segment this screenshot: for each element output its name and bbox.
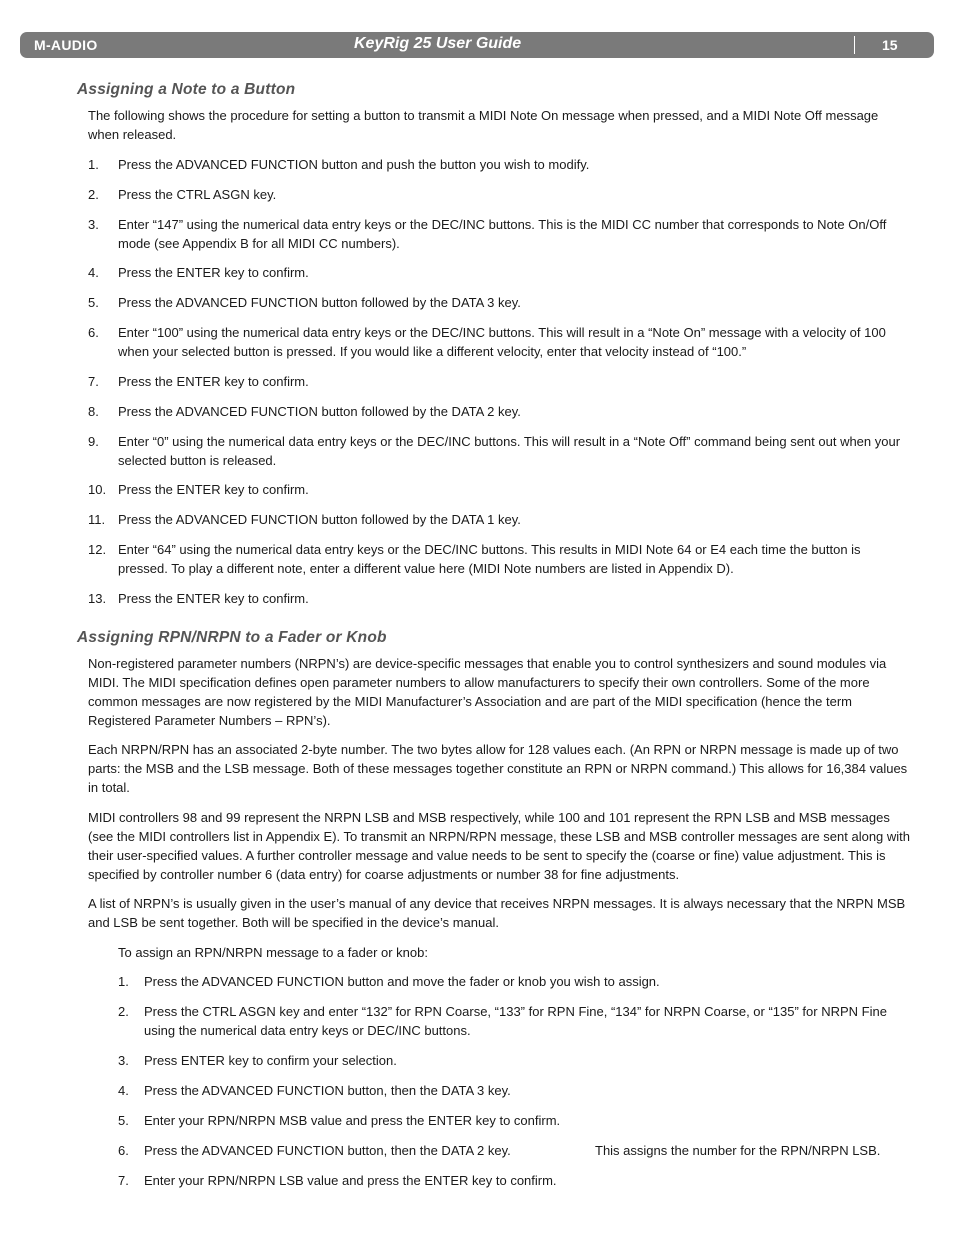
page-number: 15 bbox=[882, 37, 898, 53]
step-text: Press the ADVANCED FUNCTION button followed by the DATA 1 key. bbox=[118, 512, 521, 527]
step-number: 2. bbox=[118, 1004, 129, 1019]
section2-paragraph: Non-registered parameter numbers (NRPN’s) are device-specific messages that enable you to control synthesizers and sound modules via MIDI. The MIDI specification defines open parameter numbers to allow manufacturers to specify their own controllers. Some of the more common messages are now registered by the MIDI Manufacturer’s Association and are part of the MIDI specification (hence the term Registered Parameter Numbers – RPN’s). bbox=[88, 656, 887, 728]
brand-logo: M-AUDIO bbox=[34, 37, 98, 53]
step-number: 12. bbox=[88, 542, 107, 557]
step-number: 7. bbox=[88, 374, 99, 389]
step-text: Press the ENTER key to confirm. bbox=[118, 482, 309, 497]
list-item bbox=[88, 432, 912, 470]
step-text: Press the ENTER key to confirm. bbox=[118, 374, 309, 389]
list-item bbox=[88, 402, 912, 421]
step-number: 7. bbox=[118, 1173, 129, 1188]
step-text: Press the ADVANCED FUNCTION button and push the button you wish to modify. bbox=[118, 157, 590, 172]
step-number: 11. bbox=[88, 512, 106, 527]
step-text: Press the ADVANCED FUNCTION button followed by the DATA 3 key. bbox=[118, 295, 521, 310]
step-number: 6. bbox=[88, 325, 99, 340]
step-number: 4. bbox=[118, 1083, 129, 1098]
list-item bbox=[88, 480, 912, 499]
step-text: Enter your RPN/NRPN LSB value and press the ENTER key to confirm. bbox=[144, 1173, 557, 1188]
step-number: 5. bbox=[88, 295, 99, 310]
step-number: 6. bbox=[118, 1143, 129, 1158]
step-text: Press the ADVANCED FUNCTION button, then the DATA 2 key. bbox=[144, 1143, 511, 1158]
step-text: Press the ADVANCED FUNCTION button, then the DATA 3 key. bbox=[144, 1083, 511, 1098]
guide-title: KeyRig 25 User Guide bbox=[354, 35, 522, 52]
list-item bbox=[118, 1081, 912, 1100]
section2-paragraph: A list of NRPN’s is usually given in the user’s manual of any device that receives NRPN messages. It is always necessary that the NRPN MSB and LSB be sent together. Both will be specified in the device’s manual. bbox=[88, 896, 906, 930]
step-text: Press the ADVANCED FUNCTION button and move the fader or knob you wish to assign. bbox=[144, 974, 660, 989]
step-text: Enter your RPN/NRPN MSB value and press the ENTER key to confirm. bbox=[144, 1113, 561, 1128]
step-number: 8. bbox=[88, 404, 99, 419]
step-text: Press the ADVANCED FUNCTION button followed by the DATA 2 key. bbox=[118, 404, 521, 419]
step-number: 13. bbox=[88, 591, 107, 606]
step-text: Press ENTER key to confirm your selection. bbox=[144, 1053, 397, 1068]
list-item bbox=[88, 589, 912, 608]
step-text: Enter “100” using the numerical data entry keys or the DEC/INC buttons. This will result in a “Note On” message with a velocity of 100 when your selected button is pressed. If you would like a different velocity, enter that velocity instead of “100.” bbox=[118, 325, 886, 359]
step-text: Enter “64” using the numerical data entry keys or the DEC/INC buttons. This results in MIDI Note 64 or E4 each time the button is pressed. To play a different note, enter a different value here (MIDI Note numbers are listed in Appendix D). bbox=[118, 542, 861, 576]
step-number: 1. bbox=[118, 974, 129, 989]
step-number: 1. bbox=[88, 157, 99, 172]
list-item bbox=[118, 1002, 912, 1040]
section-heading-rpn-nrpn: Assigning RPN/NRPN to a Fader or Knob bbox=[77, 629, 387, 646]
step-text: Press the ENTER key to confirm. bbox=[118, 591, 309, 606]
list-item bbox=[88, 510, 912, 529]
list-item bbox=[88, 215, 912, 253]
list-item bbox=[88, 372, 912, 391]
list-item bbox=[118, 1051, 912, 1070]
list-item bbox=[118, 972, 912, 991]
step-number: 9. bbox=[88, 434, 99, 449]
section2-paragraph: Each NRPN/RPN has an associated 2-byte number. The two bytes allow for 128 values each. (An RPN or NRPN message is made up of two parts: the MSB and the LSB message. Both of these messages together constitute an RPN or NRPN command.) This allows for 16,384 values in total. bbox=[88, 742, 908, 795]
step-number: 2. bbox=[88, 187, 99, 202]
step-text: Enter “147” using the numerical data entry keys or the DEC/INC buttons. This is the MIDI CC number that corresponds to Note On/Off mode (see Appendix B for all MIDI CC numbers). bbox=[118, 217, 887, 251]
list-item bbox=[88, 540, 912, 578]
step-text: Enter “0” using the numerical data entry keys or the DEC/INC buttons. This will result in a “Note Off” command being sent out when your selected button is released. bbox=[118, 434, 901, 468]
list-item bbox=[88, 185, 912, 204]
section2-paragraph: MIDI controllers 98 and 99 represent the NRPN LSB and MSB respectively, while 100 and 101 represent the RPN LSB and MSB messages (see the MIDI controllers list in Appendix E). To transmit an NRPN/RPN message, these LSB and MSB controller messages are sent along with their user-specified values. A further controller message and value needs to be sent to specify the (coarse or fine) value adjustment. This is specified by controller number 6 (data entry) for coarse adjustments or number 38 for fine adjustments. bbox=[88, 810, 911, 882]
list-item bbox=[88, 263, 912, 282]
step-text: Press the CTRL ASGN key. bbox=[118, 187, 277, 202]
list-item bbox=[88, 293, 912, 312]
step-number: 10. bbox=[88, 482, 107, 497]
step-text: Press the CTRL ASGN key and enter “132” for RPN Coarse, “133” for RPN Fine, “134” for NRPN Coarse, or “135” for NRPN Fine using the numerical data entry keys or DEC/INC buttons. bbox=[144, 1004, 887, 1038]
step-number: 3. bbox=[88, 217, 99, 232]
step-number: 5. bbox=[118, 1113, 129, 1128]
list-item bbox=[118, 1111, 912, 1130]
step-number: 3. bbox=[118, 1053, 129, 1068]
section-heading-note-button: Assigning a Note to a Button bbox=[77, 81, 296, 98]
section2-lead: To assign an RPN/NRPN message to a fader or knob: bbox=[118, 945, 428, 960]
header-divider bbox=[854, 36, 855, 54]
list-item bbox=[88, 323, 912, 361]
list-item bbox=[118, 1171, 912, 1190]
step-note: This assigns the number for the RPN/NRPN LSB. bbox=[595, 1143, 881, 1158]
section1-intro: The following shows the procedure for setting a button to transmit a MIDI Note On message when pressed, and a MIDI Note Off message when released. bbox=[88, 108, 879, 142]
header-bar bbox=[20, 32, 934, 58]
list-item bbox=[88, 155, 912, 174]
step-text: Press the ENTER key to confirm. bbox=[118, 265, 309, 280]
step-number: 4. bbox=[88, 265, 99, 280]
